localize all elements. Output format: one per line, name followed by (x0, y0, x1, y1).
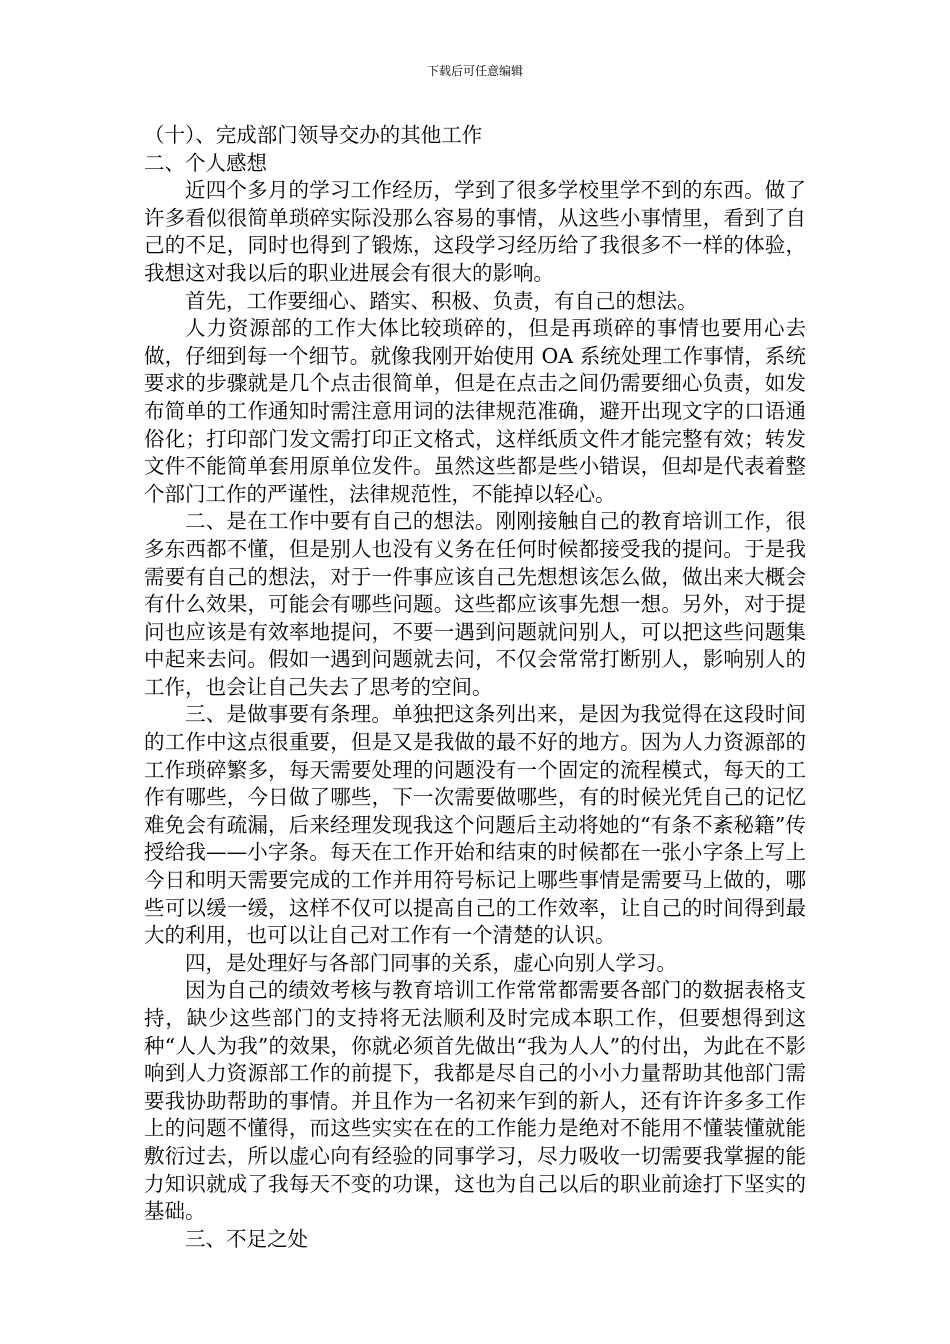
paragraph-second-point: 二、是在工作中要有自己的想法。刚刚接触自己的教育培训工作，很多东西都不懂，但是别人也没有义务在任何时候都接受我的提问。于是我需要有自己的想法，对于一件事应该自己先想想该怎么做，做出来大概会有什么效果，可能会有哪些问题。这些都应该事先想一想。另外，对于提问也应该是有效率地提问，不要一遇到问题就问别人，可以把这些问题集中起来去问。假如一遇到问题就去问，不仅会常常打断别人，影响别人的工作，也会让自己失去了思考的空间。 (144, 509, 806, 699)
paragraph-intro: 近四个多月的学习工作经历，学到了很多学校里学不到的东西。做了许多看似很简单琐碎实际没那么容易的事情，从这些小事情里，看到了自己的不足，同时也得到了锻炼，这段学习经历给了我很多不一样的体验，我想这对我以后的职业进展会有很大的影响。 (144, 178, 806, 285)
document-body (144, 122, 806, 1253)
section-heading-shortcomings: 三、不足之处 (185, 1226, 308, 1251)
paragraph-hr-work-details: 人力资源部的工作大体比较琐碎的，但是再琐碎的事情也要用心去做，仔细到每一个细节。就像我刚开始使用 OA 系统处理工作事情，系统要求的步骤就是几个点击很简单，但是在点击之间仍需要细心负责，如发布简单的工作通知时需注意用词的法律规范准确，避开出现文字的口语通俗化；打印部门发文需打印正文格式，这样纸质文件才能完整有效；转发文件不能简单套用原单位发件。虽然这些都是些小错误，但却是代表着整个部门工作的严谨性，法律规范性，不能掉以轻心。 (144, 316, 806, 506)
paragraph-first-point: 首先，工作要细心、踏实、积极、负责，有自己的想法。 (185, 288, 698, 313)
paragraph-fourth-point: 四，是处理好与各部门同事的关系，虚心向别人学习。 (185, 950, 677, 975)
paragraph-cooperation: 因为自己的绩效考核与教育培训工作常常都需要各部门的数据表格支持，缺少这些部门的支持将无法顺利及时完成本职工作，但要想得到这种“人人为我”的效果，你就必须首先做出“我为人人”的付出，为此在不影响到人力资源部工作的前提下，我都是尽自己的小小力量帮助其他部门需要我协助帮助的事情。并且作为一名初来乍到的新人，还有许许多多工作上的问题不懂得，而这些实实在在的工作能力是绝对不能用不懂装懂就能敷衍过去，所以虚心向有经验的同事学习，尽力吸收一切需要我掌握的能力知识就成了我每天不变的功课，这也为自己以后的职业前途打下坚实的基础。 (144, 978, 806, 1224)
section-item-ten: （十）、完成部门领导交办的其他工作 (144, 123, 483, 147)
paragraph-third-point: 三、是做事要有条理。单独把这条列出来，是因为我觉得在这段时间的工作中这点很重要，但是又是我做的最不好的地方。因为人力资源部的工作琐碎繁多，每天需要处理的问题没有一个固定的流程模式，每天的工作有哪些，今日做了哪些，下一次需要做哪些，有的时候光凭自己的记忆难免会有疏漏，后来经理发现我这个问题后主动将她的“有条不紊秘籍”传授给我——小字条。每天在工作开始和结束的时候都在一张小字条上写上今日和明天需要完成的工作并用符号标记上哪些事情是需要马上做的，哪些可以缓一缓，这样不仅可以提高自己的工作效率，让自己的时间得到最大的利用，也可以让自己对工作有一个清楚的认识。 (144, 702, 806, 948)
page-header-note: 下载后可任意编辑 (426, 64, 523, 78)
section-heading-personal-thoughts: 二、个人感想 (144, 150, 267, 175)
